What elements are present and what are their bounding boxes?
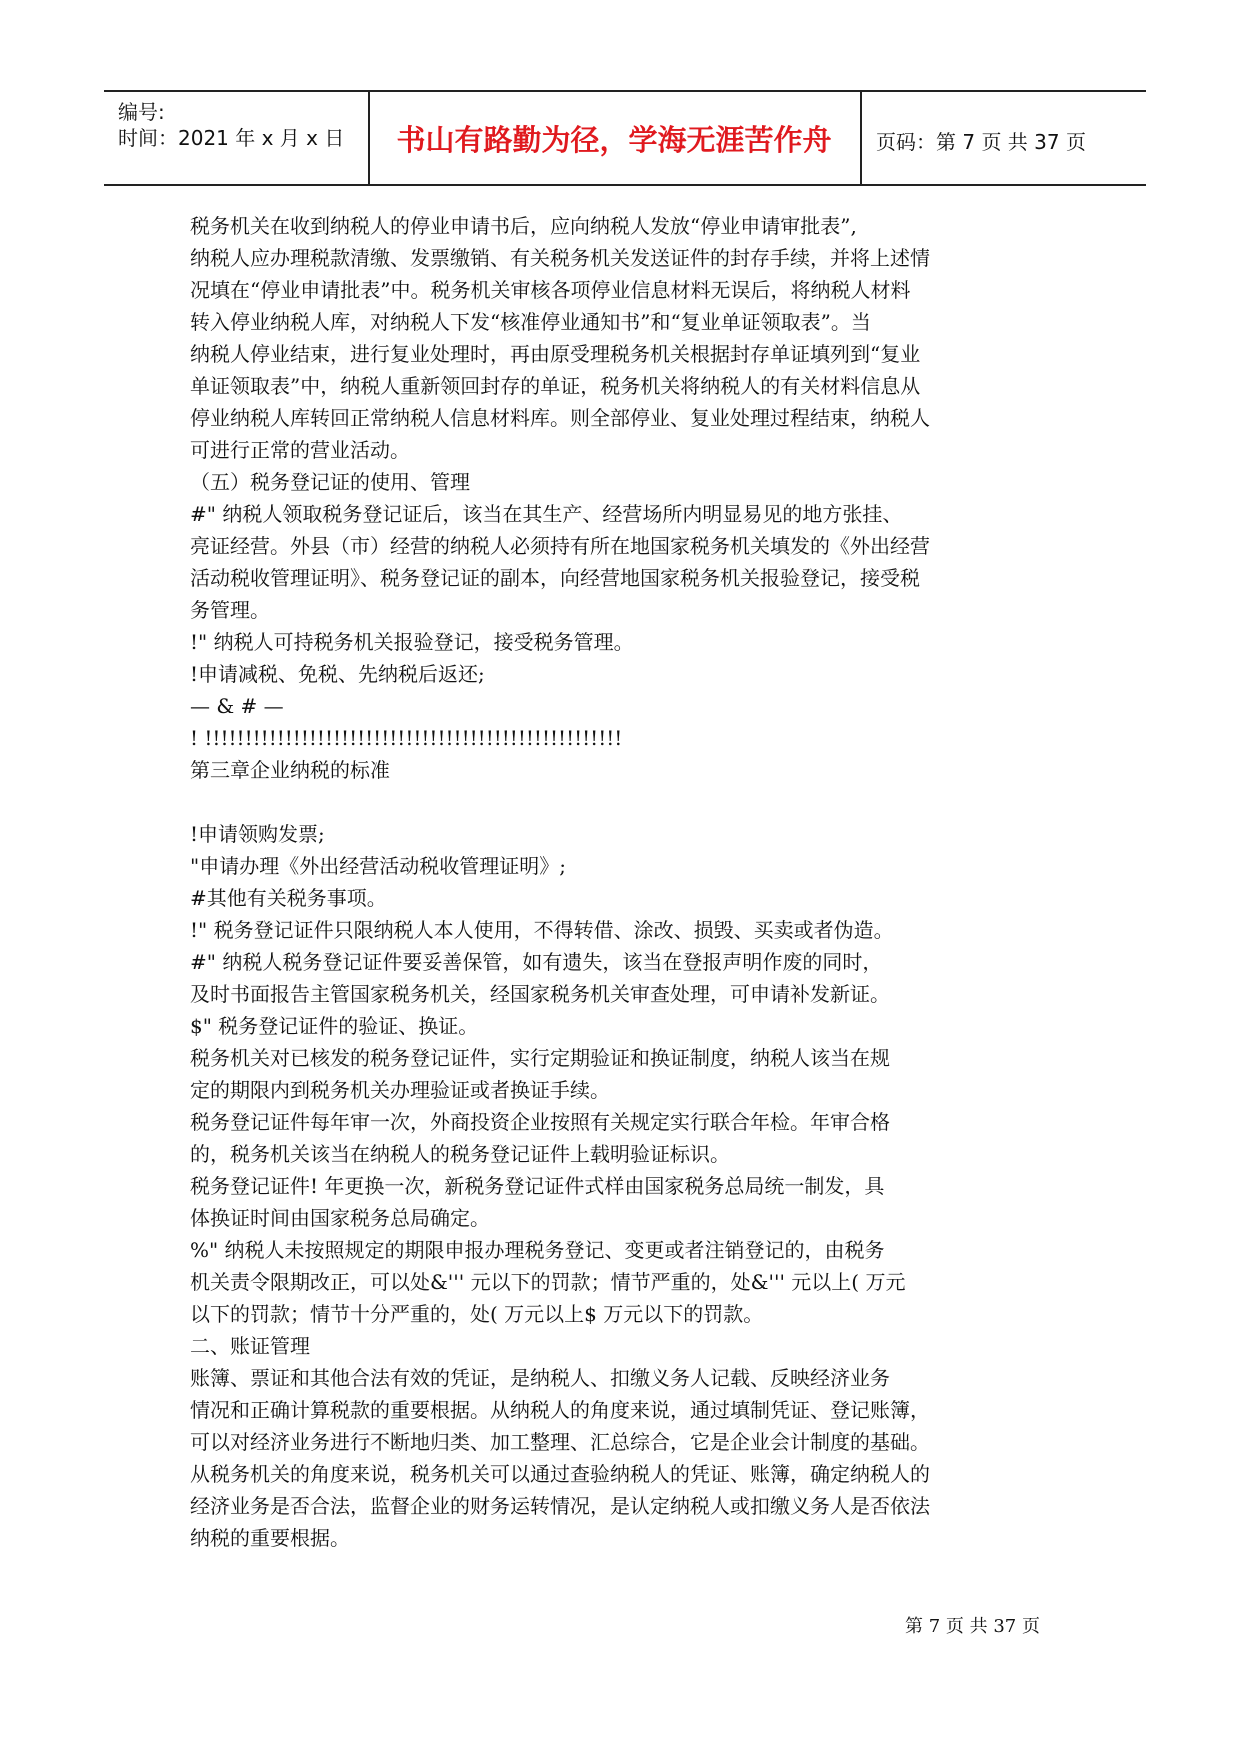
text-line: 及时书面报告主管国家税务机关，经国家税务机关审查处理，可申请补发新证。 — [190, 982, 890, 1006]
text-line: !" 税务登记证件只限纳税人本人使用，不得转借、涂改、损毁、买卖或者伪造。 — [190, 918, 894, 942]
document-number-label: 编号: — [118, 100, 165, 124]
text-line: 的，税务机关该当在纳税人的税务登记证件上载明验证标识。 — [190, 1142, 730, 1166]
text-line: !" 纳税人可持税务机关报验登记，接受税务管理。 — [190, 630, 634, 654]
text-line: 二、账证管理 — [190, 1334, 310, 1358]
footer-page-number: 第 7 页 共 37 页 — [905, 1616, 1040, 1637]
header-page-number: 页码：第 7 页 共 37 页 — [876, 130, 1086, 154]
page-header — [104, 90, 1146, 186]
text-line: 纳税人应办理税款清缴、发票缴销、有关税务机关发送证件的封存手续，并将上述情 — [190, 246, 930, 270]
text-line: 体换证时间由国家税务总局确定。 — [190, 1206, 490, 1230]
text-line: 税务登记证件每年审一次，外商投资企业按照有关规定实行联合年检。年审合格 — [190, 1110, 890, 1134]
text-line: 纳税的重要根据。 — [190, 1526, 350, 1550]
text-line: "申请办理《外出经营活动税收管理证明》; — [190, 854, 566, 878]
text-line: 可以对经济业务进行不断地归类、加工整理、汇总综合，它是企业会计制度的基础。 — [190, 1430, 930, 1454]
text-line: 定的期限内到税务机关办理验证或者换证手续。 — [190, 1078, 610, 1102]
text-line: — & # — — [190, 694, 284, 718]
text-line: 纳税人停业结束，进行复业处理时，再由原受理税务机关根据封存单证填列到“复业 — [190, 342, 921, 366]
text-line: 从税务机关的角度来说，税务机关可以通过查验纳税人的凭证、账簿，确定纳税人的 — [190, 1462, 930, 1486]
text-line: #其他有关税务事项。 — [190, 886, 387, 910]
header-meta-cell — [104, 92, 370, 184]
text-line: 经济业务是否合法，监督企业的财务运转情况，是认定纳税人或扣缴义务人是否依法 — [190, 1494, 930, 1518]
header-motto: 书山有路勤为径，学海无涯苦作舟 — [396, 123, 832, 157]
text-line: 活动税收管理证明》、税务登记证的副本，向经营地国家税务机关报验登记，接受税 — [190, 566, 920, 590]
header-page-cell — [860, 92, 1146, 184]
text-line: !申请领购发票; — [190, 822, 325, 846]
text-line: 停业纳税人库转回正常纳税人信息材料库。则全部停业、复业处理过程结束，纳税人 — [190, 406, 930, 430]
text-line: 第三章企业纳税的标准 — [190, 758, 390, 782]
text-line: 亮证经营。外县（市）经营的纳税人必须持有所在地国家税务机关填发的《外出经营 — [190, 534, 930, 558]
text-line: 况填在“停业申请批表”中。税务机关审核各项停业信息材料无误后，将纳税人材料 — [190, 278, 911, 302]
text-line: 以下的罚款；情节十分严重的，处( 万元以上$ 万元以下的罚款。 — [190, 1302, 764, 1326]
header-motto-cell — [368, 92, 862, 184]
text-line: !申请减税、免税、先纳税后返还; — [190, 662, 485, 686]
text-line: #" 纳税人领取税务登记证后，该当在其生产、经营场所内明显易见的地方张挂、 — [190, 502, 903, 526]
text-line: %" 纳税人未按照规定的期限申报办理税务登记、变更或者注销登记的，由税务 — [190, 1238, 885, 1262]
document-body — [190, 210, 1070, 1554]
text-line: 机关责令限期改正，可以处&''' 元以下的罚款；情节严重的，处&''' 元以上( 万元 — [190, 1270, 906, 1294]
text-line: 税务机关对已核发的税务登记证件，实行定期验证和换证制度，纳税人该当在规 — [190, 1046, 890, 1070]
text-line: 务管理。 — [190, 598, 270, 622]
text-line: $" 税务登记证件的验证、换证。 — [190, 1014, 479, 1038]
text-line: （五）税务登记证的使用、管理 — [190, 470, 470, 494]
text-line: 税务机关在收到纳税人的停业申请书后，应向纳税人发放“停业申请审批表”, — [190, 214, 857, 238]
text-line: ! !!!!!!!!!!!!!!!!!!!!!!!!!!!!!!!!!!!!!!!!!!!!!!!!!!!! — [190, 726, 623, 750]
text-line: 账簿、票证和其他合法有效的凭证，是纳税人、扣缴义务人记载、反映经济业务 — [190, 1366, 890, 1390]
text-line: 税务登记证件! 年更换一次，新税务登记证件式样由国家税务总局统一制发，具 — [190, 1174, 885, 1198]
document-time-label: 时间：2021 年 x 月 x 日 — [118, 126, 345, 150]
text-line: 单证领取表”中，纳税人重新领回封存的单证，税务机关将纳税人的有关材料信息从 — [190, 374, 921, 398]
text-line: 情况和正确计算税款的重要根据。从纳税人的角度来说，通过填制凭证、登记账簿， — [190, 1398, 930, 1422]
text-line: #" 纳税人税务登记证件要妥善保管，如有遗失，该当在登报声明作废的同时， — [190, 950, 883, 974]
text-line: 转入停业纳税人库，对纳税人下发“核准停业通知书”和“复业单证领取表”。当 — [190, 310, 871, 334]
text-line — [190, 786, 1070, 818]
text-line: 可进行正常的营业活动。 — [190, 438, 410, 462]
